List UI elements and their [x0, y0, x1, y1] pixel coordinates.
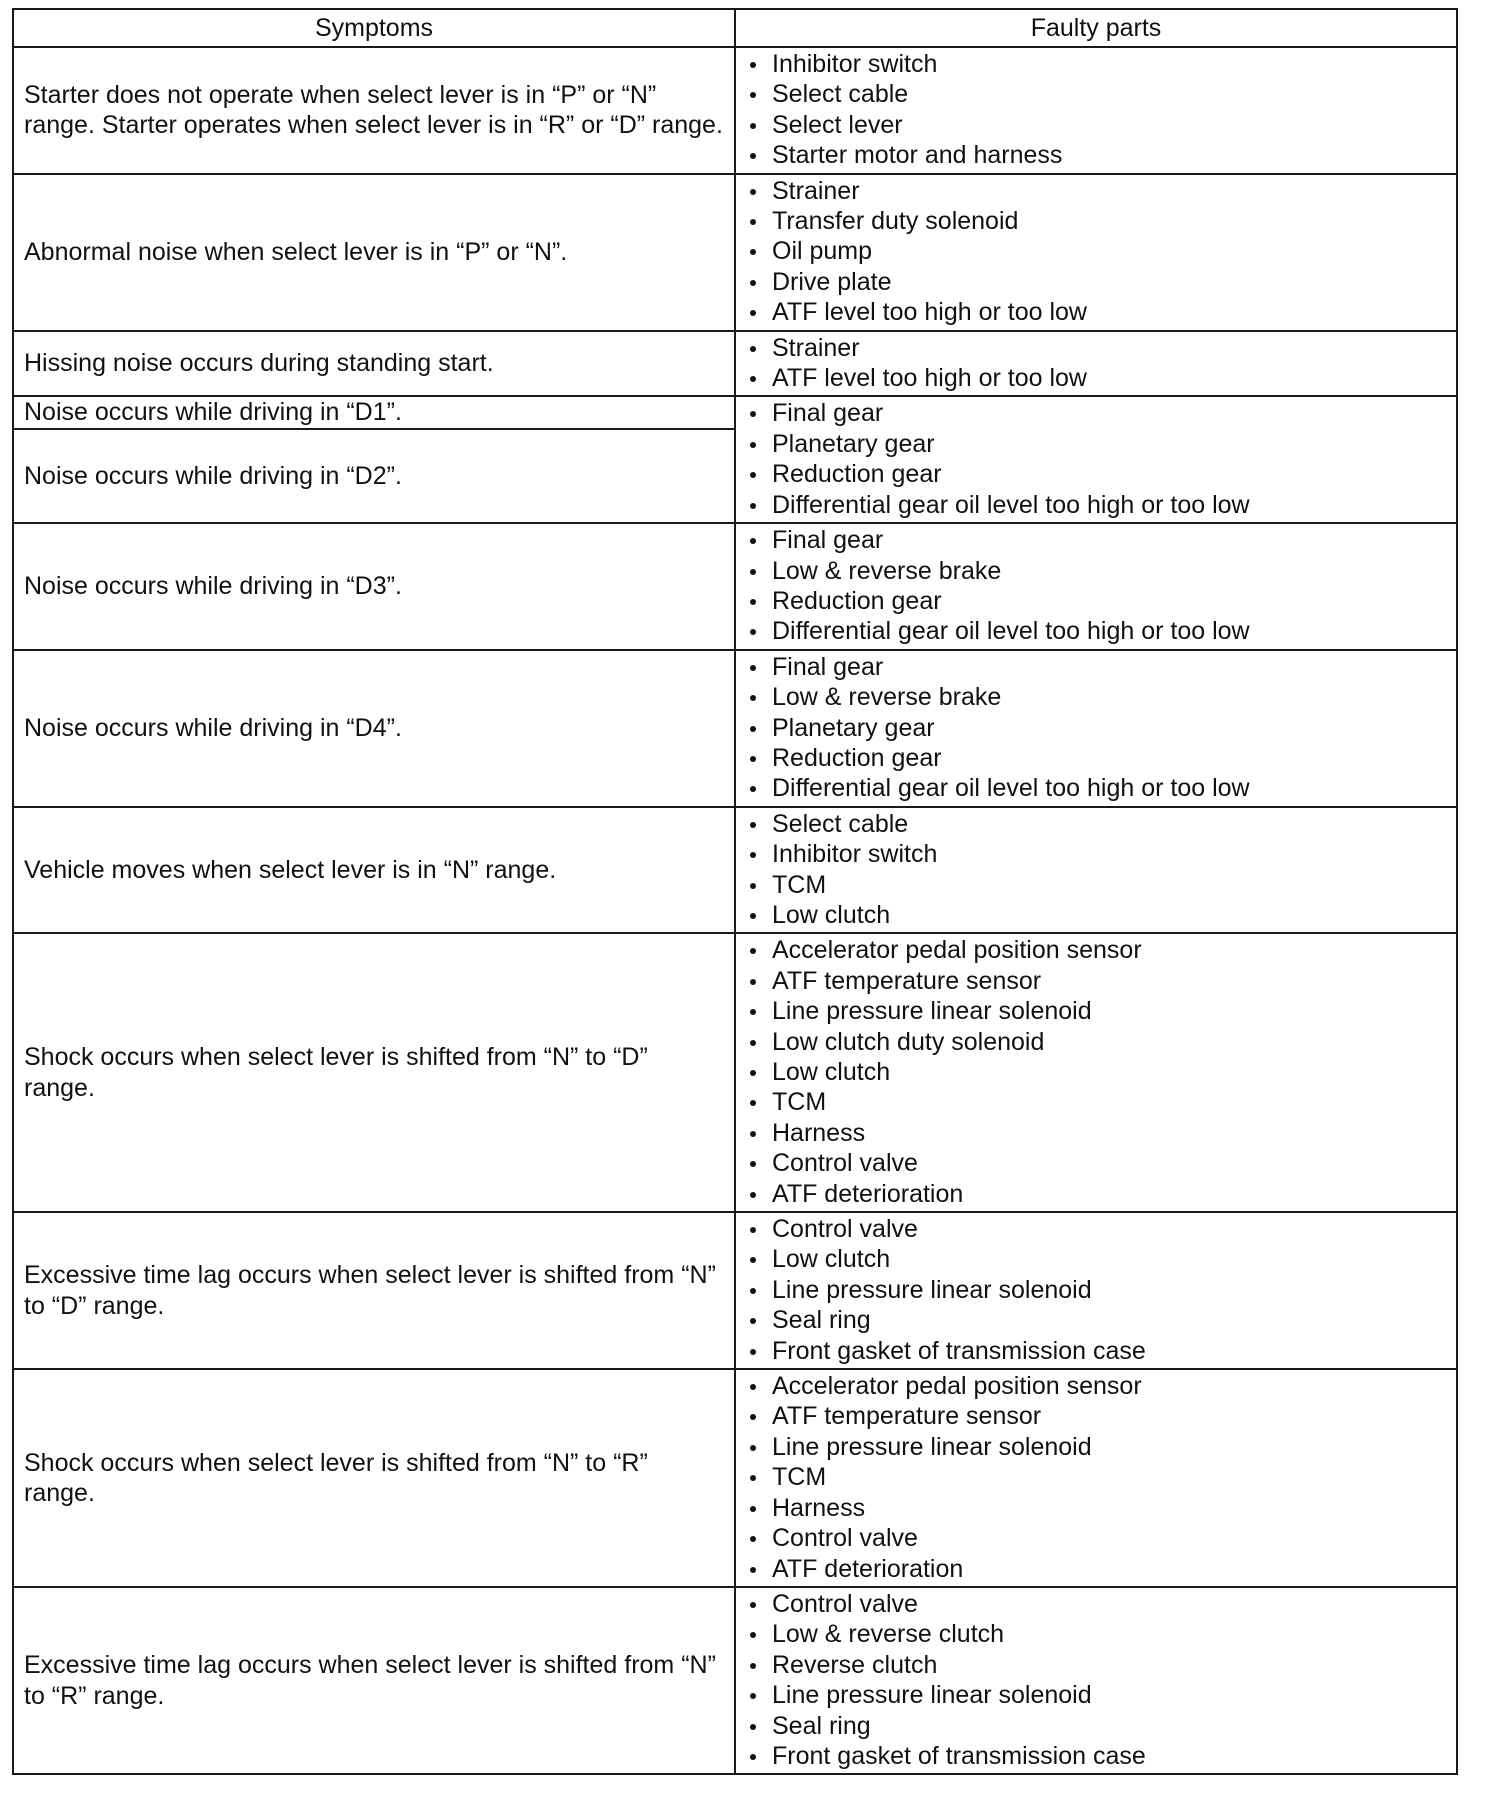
- faulty-parts-cell: [735, 1369, 1457, 1587]
- faulty-parts-list: [746, 398, 1448, 520]
- faulty-parts-cell: [735, 331, 1457, 397]
- faulty-parts-list: [746, 525, 1448, 647]
- faulty-part-item: Control valve: [746, 1148, 1448, 1178]
- symptom-text: Shock occurs when select lever is shifted from “N” to “R” range.: [24, 1448, 648, 1507]
- faulty-part-item: Low clutch duty solenoid: [746, 1027, 1448, 1057]
- table-row: [13, 174, 1457, 331]
- faulty-part-item: Low clutch: [746, 1057, 1448, 1087]
- symptom-cell: [13, 47, 735, 174]
- faulty-parts-list: [746, 1589, 1448, 1771]
- table-row: [13, 1369, 1457, 1587]
- faulty-part-item: Low clutch: [746, 1244, 1448, 1274]
- faulty-part-item: Seal ring: [746, 1711, 1448, 1741]
- symptom-cell: [13, 429, 735, 523]
- symptom-cell: [13, 1369, 735, 1587]
- faulty-part-item: Seal ring: [746, 1305, 1448, 1335]
- table-row: [13, 1587, 1457, 1774]
- faulty-part-item: Planetary gear: [746, 429, 1448, 459]
- symptom-cell: [13, 807, 735, 934]
- faulty-part-item: Starter motor and harness: [746, 140, 1448, 170]
- symptom-text: Shock occurs when select lever is shifted from “N” to “D” range.: [24, 1043, 648, 1102]
- table-row: [13, 807, 1457, 934]
- faulty-part-item: Front gasket of transmission case: [746, 1741, 1448, 1771]
- faulty-part-item: Low & reverse brake: [746, 682, 1448, 712]
- faulty-part-item: Front gasket of transmission case: [746, 1336, 1448, 1366]
- faulty-part-item: ATF temperature sensor: [746, 1401, 1448, 1431]
- symptom-text: Excessive time lag occurs when select lever is shifted from “N” to “R” range.: [24, 1651, 716, 1710]
- faulty-part-item: Low & reverse brake: [746, 556, 1448, 586]
- faulty-part-item: ATF deterioration: [746, 1554, 1448, 1584]
- header-row: [13, 9, 1457, 47]
- faulty-part-item: TCM: [746, 1087, 1448, 1117]
- faulty-part-item: Control valve: [746, 1523, 1448, 1553]
- faulty-part-item: Harness: [746, 1118, 1448, 1148]
- symptom-cell: [13, 933, 735, 1212]
- faulty-part-item: Oil pump: [746, 236, 1448, 266]
- symptom-text: Noise occurs while driving in “D4”.: [24, 714, 402, 743]
- faulty-part-item: Accelerator pedal position sensor: [746, 935, 1448, 965]
- faulty-parts-cell: [735, 47, 1457, 174]
- faulty-parts-cell: [735, 1587, 1457, 1774]
- table-row: [13, 1212, 1457, 1369]
- faulty-parts-list: [746, 1214, 1448, 1366]
- faulty-part-item: Harness: [746, 1493, 1448, 1523]
- symptom-text: Noise occurs while driving in “D1”.: [24, 398, 402, 427]
- faulty-part-item: ATF temperature sensor: [746, 966, 1448, 996]
- faulty-parts-list: [746, 333, 1448, 394]
- faulty-part-item: Accelerator pedal position sensor: [746, 1371, 1448, 1401]
- troubleshooting-table: [12, 8, 1458, 1775]
- table-row: [13, 331, 1457, 397]
- faulty-part-item: Final gear: [746, 398, 1448, 428]
- faulty-part-item: Strainer: [746, 333, 1448, 363]
- faulty-parts-list: [746, 49, 1448, 171]
- faulty-part-item: ATF level too high or too low: [746, 297, 1448, 327]
- faulty-part-item: Planetary gear: [746, 713, 1448, 743]
- faulty-part-item: Reduction gear: [746, 743, 1448, 773]
- faulty-part-item: Select cable: [746, 79, 1448, 109]
- faulty-part-item: Line pressure linear solenoid: [746, 1432, 1448, 1462]
- faulty-part-item: Inhibitor switch: [746, 49, 1448, 79]
- faulty-part-item: Differential gear oil level too high or too low: [746, 773, 1448, 803]
- faulty-part-item: Reduction gear: [746, 586, 1448, 616]
- faulty-part-item: Select cable: [746, 809, 1448, 839]
- faulty-part-item: Control valve: [746, 1589, 1448, 1619]
- faulty-part-item: Low clutch: [746, 900, 1448, 930]
- faulty-part-item: Low & reverse clutch: [746, 1619, 1448, 1649]
- table-row: [13, 523, 1457, 650]
- faulty-part-item: Final gear: [746, 525, 1448, 555]
- symptoms-header: Symptoms: [13, 9, 735, 47]
- faulty-part-item: Select lever: [746, 110, 1448, 140]
- faulty-part-item: Line pressure linear solenoid: [746, 1680, 1448, 1710]
- faulty-parts-cell: [735, 174, 1457, 331]
- symptom-text: Vehicle moves when select lever is in “N” range.: [24, 855, 557, 884]
- symptom-text: Starter does not operate when select lever is in “P” or “N” range. Starter operates when select lever is in “R” or “D” range.: [24, 80, 723, 140]
- faulty-parts-cell: [735, 396, 1457, 523]
- symptom-cell: [13, 1587, 735, 1774]
- symptom-cell: [13, 174, 735, 331]
- faulty-part-item: Inhibitor switch: [746, 839, 1448, 869]
- faulty-part-item: Strainer: [746, 176, 1448, 206]
- faulty-part-item: ATF level too high or too low: [746, 363, 1448, 393]
- faulty-part-item: Line pressure linear solenoid: [746, 996, 1448, 1026]
- faulty-part-item: Line pressure linear solenoid: [746, 1275, 1448, 1305]
- symptom-text: Excessive time lag occurs when select lever is shifted from “N” to “D” range.: [24, 1261, 716, 1320]
- faulty-part-item: Differential gear oil level too high or too low: [746, 616, 1448, 646]
- faulty-part-item: Reverse clutch: [746, 1650, 1448, 1680]
- faulty-part-item: Reduction gear: [746, 459, 1448, 489]
- symptom-cell: [13, 1212, 735, 1369]
- symptom-cell: [13, 331, 735, 397]
- symptom-text: Hissing noise occurs during standing start.: [24, 349, 494, 378]
- faulty-part-item: TCM: [746, 1462, 1448, 1492]
- faulty-parts-cell: [735, 933, 1457, 1212]
- faulty-part-item: Differential gear oil level too high or too low: [746, 490, 1448, 520]
- faulty-part-item: Control valve: [746, 1214, 1448, 1244]
- symptom-text: Abnormal noise when select lever is in “P” or “N”.: [24, 237, 568, 266]
- symptom-cell: [13, 396, 735, 428]
- faulty-parts-list: [746, 176, 1448, 328]
- faulty-parts-cell: [735, 523, 1457, 650]
- table-row: [13, 396, 1457, 428]
- symptom-cell: [13, 650, 735, 807]
- faulty-parts-cell: [735, 650, 1457, 807]
- table-row: [13, 650, 1457, 807]
- faulty-parts-list: [746, 935, 1448, 1209]
- faulty-part-item: Transfer duty solenoid: [746, 206, 1448, 236]
- faulty-parts-list: [746, 1371, 1448, 1584]
- faulty-parts-list: [746, 652, 1448, 804]
- faulty-parts-list: [746, 809, 1448, 931]
- faulty-parts-header: Faulty parts: [735, 9, 1457, 47]
- symptom-cell: [13, 523, 735, 650]
- faulty-parts-cell: [735, 1212, 1457, 1369]
- table-row: [13, 47, 1457, 174]
- faulty-part-item: TCM: [746, 870, 1448, 900]
- faulty-part-item: Drive plate: [746, 267, 1448, 297]
- symptom-text: Noise occurs while driving in “D3”.: [24, 572, 402, 601]
- table-row: [13, 933, 1457, 1212]
- faulty-part-item: Final gear: [746, 652, 1448, 682]
- faulty-part-item: ATF deterioration: [746, 1179, 1448, 1209]
- faulty-parts-cell: [735, 807, 1457, 934]
- table-body: [13, 47, 1457, 1774]
- symptom-text: Noise occurs while driving in “D2”.: [24, 461, 402, 490]
